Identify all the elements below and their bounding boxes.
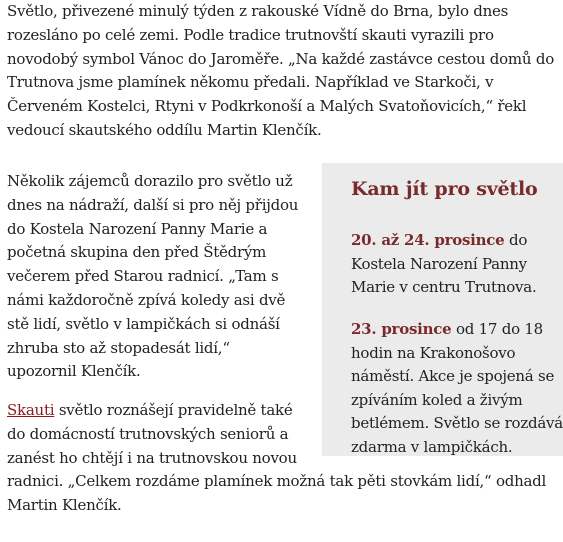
article-paragraph-1: Světlo, přivezené minulý týden z rakouské Vídně do Brna, bylo dnes rozesláno po celé zemi. Podle tradice trutnovští skauti vyrazili pro novodobý symbol Vánoc do Jaroměře. „Na každé zastávce cestou domů do Trutnova jsme plamínek někomu předali. Například ve Starkoči, v Červeném Kostelci, Rtyni v Podkrkonoší a Malých Svatoňovicích,“ řekl vedoucí skautského oddílu Martin Klenčík.	[7, 2, 554, 139]
skauti-link[interactable]: Skauti	[7, 401, 55, 419]
info-box-item-2-date: 23. prosince	[351, 320, 452, 338]
info-box-title: Kam jít pro světlo	[351, 178, 538, 200]
info-box-item-1-date: 20. až 24. prosince	[351, 231, 505, 249]
info-box-item-1	[351, 229, 563, 300]
article-paragraph-3-text: světlo roznášejí pravidelně také do domácností trutnovských seniorů a zanést ho chtějí i na trutnovskou novou radnici. „Celkem rozdáme plamínek možná tak pěti stovkám lidí,“ odhadl Martin Klenčík.	[7, 401, 547, 515]
info-box-item-2-text: od 17 do 18 hodin na Krakonošovo náměstí. Akce je spojená se zpíváním koled a živým betlémem. Světlo se rozdává zdarma v lampičkách.	[351, 320, 563, 456]
info-box-item-2	[351, 318, 563, 459]
info-box-item-1-text: do Kostela Narození Panny Marie v centru Trutnova.	[351, 231, 537, 296]
info-box	[322, 163, 563, 456]
article-paragraph-2: Několik zájemců dorazilo pro světlo už dnes na nádraží, další si pro něj přijdou do Kostela Narození Panny Marie a početná skupina den před Štědrým večerem před Starou radnicí. „Tam s námi každoročně zpívá koledy asi dvě stě lidí, světlo v lampičkách si odnáší zhruba sto až stopadesát lidí,“ upozornil Klenčík.	[7, 172, 299, 381]
